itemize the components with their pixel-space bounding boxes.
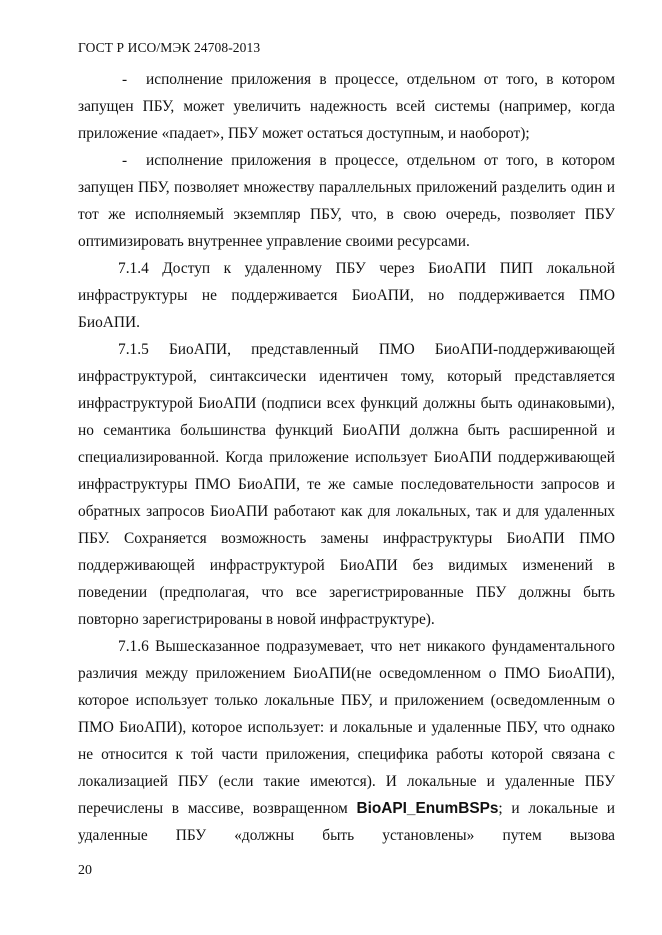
section-number: 7.1.4 [118, 260, 149, 277]
page-number: 20 [78, 863, 92, 878]
section-number: 7.1.6 [118, 638, 149, 655]
bullet-item-2 [78, 147, 615, 255]
bullet-dash: - [122, 152, 128, 169]
section-text: Доступ к удаленному ПБУ через БиоАПИ ПИП локальной инфраструктуры не поддерживается БиоАПИ, но поддерживается ПМО БиоАПИ. [78, 260, 615, 331]
document-body [78, 66, 615, 849]
section-7-1-4 [78, 255, 615, 336]
section-number: 7.1.5 [118, 341, 149, 358]
section-7-1-6 [78, 633, 615, 849]
page-header: ГОСТ Р ИСО/МЭК 24708-2013 [78, 40, 261, 55]
bullet-dash: - [122, 71, 128, 88]
function-name-code: BioAPI_EnumBSPs [356, 800, 499, 817]
bullet-text: исполнение приложения в процессе, отдельном от того, в котором запущен ПБУ, позволяет множеству параллельных приложений разделить один и тот же исполняемый экземпляр ПБУ, что, в свою очередь, позволяет ПБУ оптимизировать внутреннее управление своими ресурсами. [78, 152, 615, 250]
bullet-item-1 [78, 66, 615, 147]
section-text: БиоАПИ, представленный ПМО БиоАПИ-поддерживающей инфраструктурой, синтаксически идентичен тому, который представляется инфраструктурой БиоАПИ (подписи всех функций должны быть одинаковыми), но семантика большинства функций БиоАПИ должна быть расширенной и специализированной. Когда приложение использует БиоАПИ поддерживающей инфраструктуры ПМО БиоАПИ, те же самые последовательности запросов и обратных запросов БиоАПИ работают как для локальных, так и для удаленных ПБУ. Сохраняется возможность замены инфраструктуры БиоАПИ ПМО поддерживающей инфраструктурой БиоАПИ без видимых изменений в поведении (предполагая, что все зарегистрированные ПБУ должны быть повторно зарегистрированы в новой инфраструктуре). [78, 341, 615, 628]
bullet-text: исполнение приложения в процессе, отдельном от того, в котором запущен ПБУ, может увеличить надежность всей системы (например, когда приложение «падает», ПБУ может остаться доступным, и наоборот); [78, 71, 615, 142]
section-7-1-5 [78, 336, 615, 633]
section-text-continued: ; и локальные и удаленные ПБУ «должны быть установлены» путем вызова [78, 800, 615, 844]
section-text: Вышесказанное подразумевает, что нет никакого фундаментального различия между приложением БиоАПИ(не осведомленном о ПМО БиоАПИ), которое использует только локальные ПБУ, и приложением (осведомленным о ПМО БиоАПИ), которое использует: и локальные и удаленные ПБУ, что однако не относится к той части приложения, специфика работы которой связана с локализацией ПБУ (если такие имеются). И локальные и удаленные ПБУ перечислены в массиве, возвращенном [78, 638, 615, 817]
